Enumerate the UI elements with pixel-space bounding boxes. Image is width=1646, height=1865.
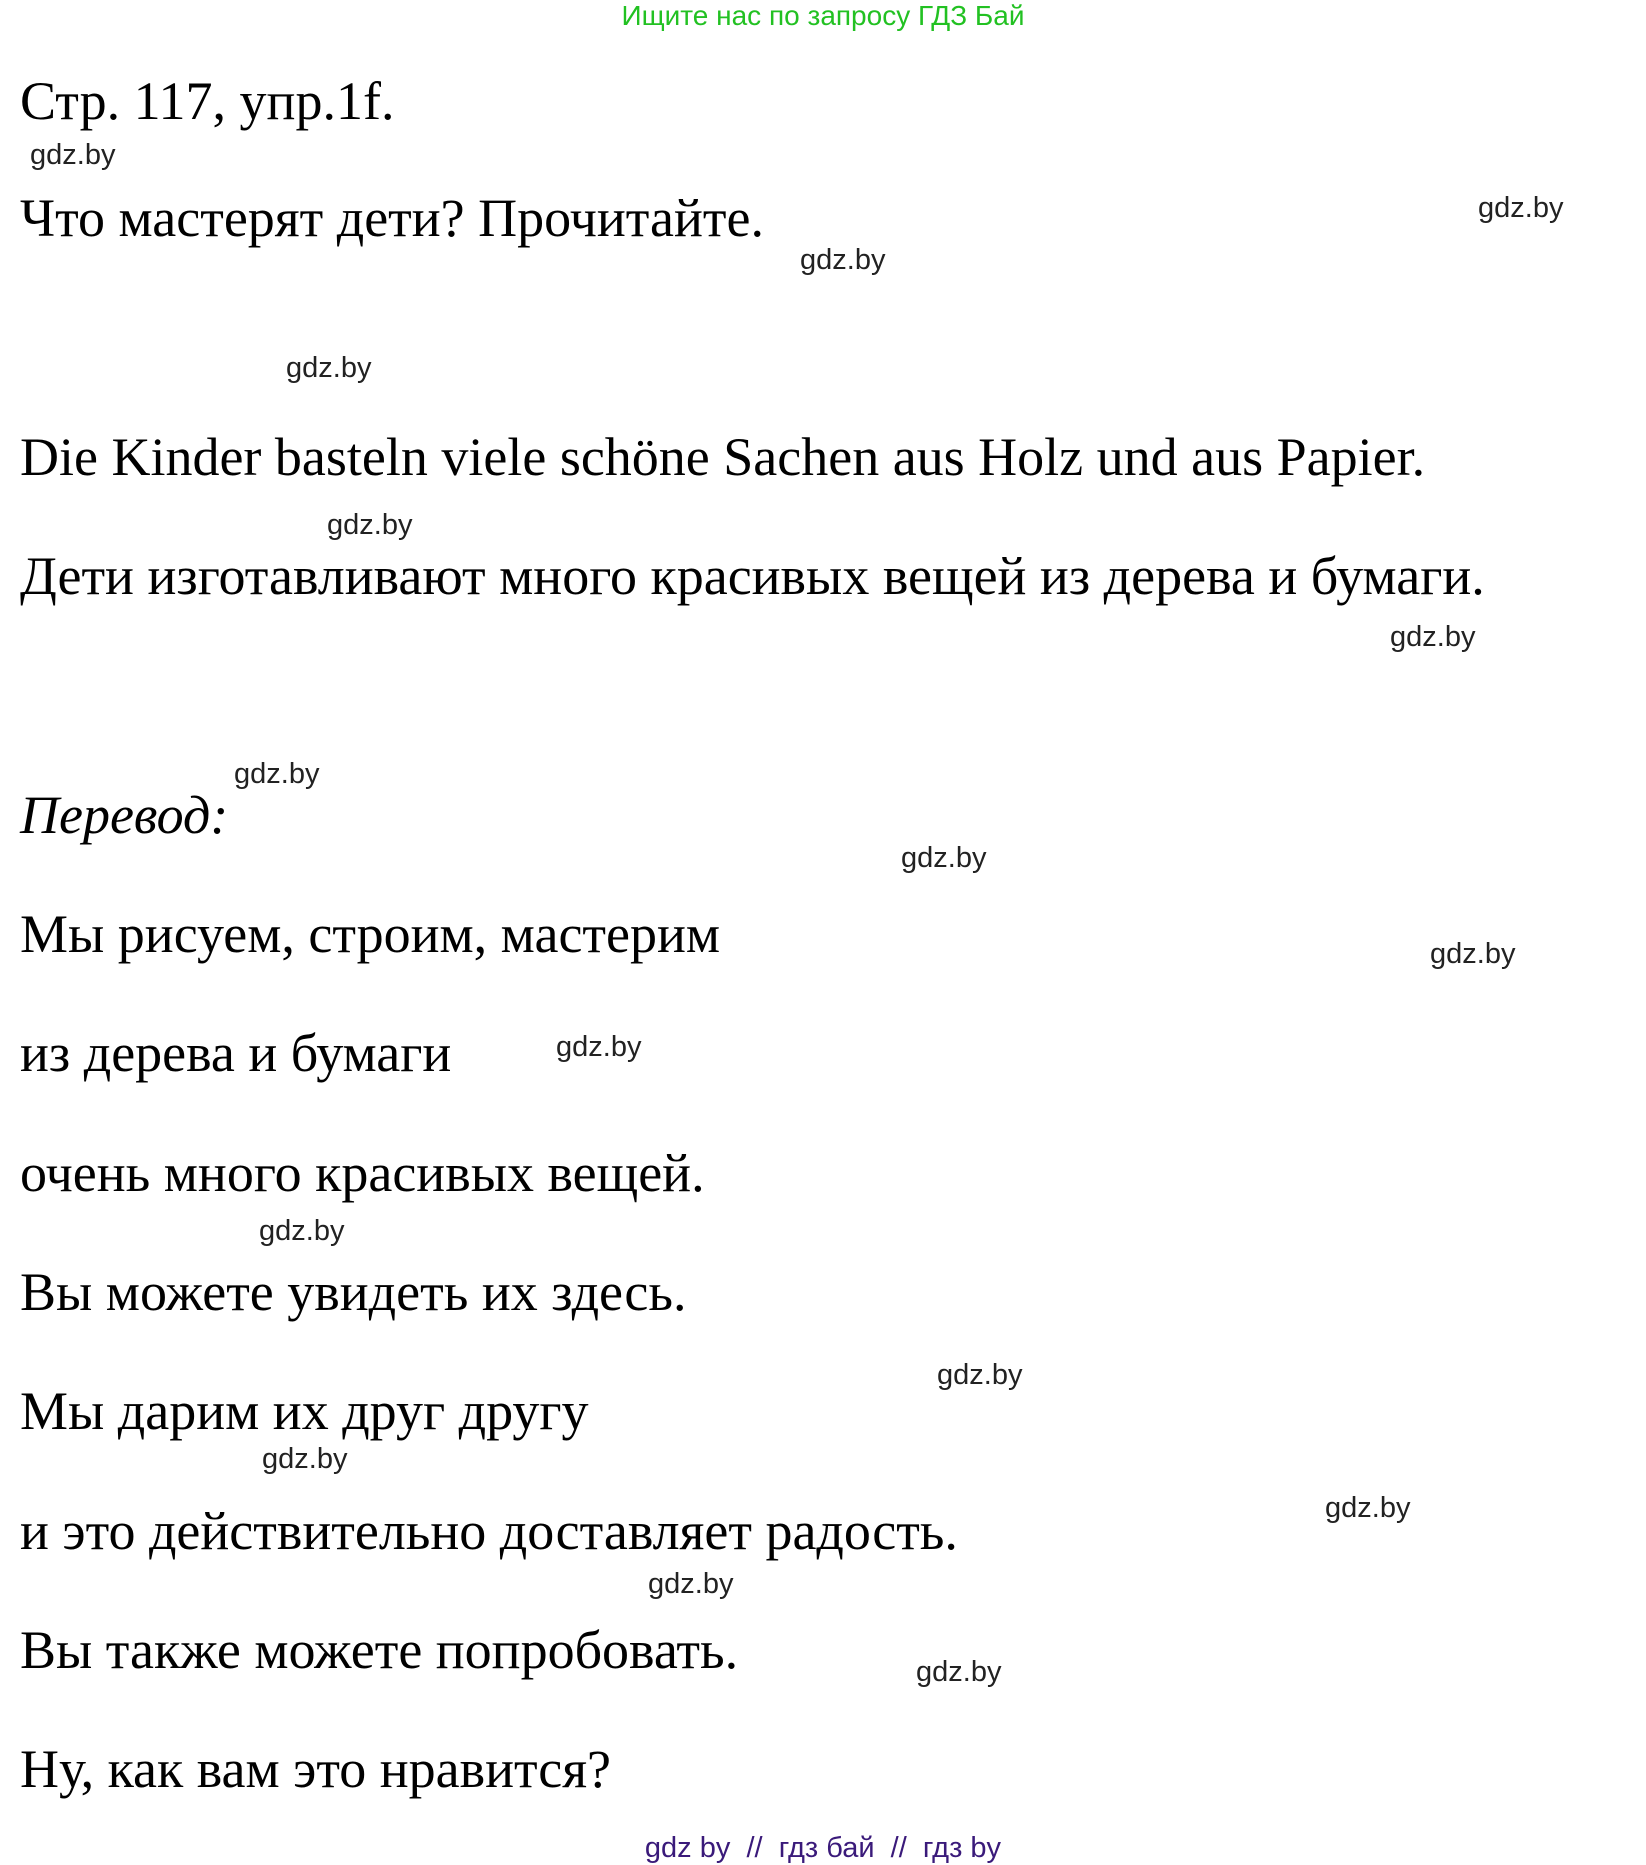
watermark: gdz.by [648,1568,734,1600]
search-banner: Ищите нас по запросу ГДЗ Бай [621,0,1025,31]
watermark: gdz.by [234,758,320,790]
watermark: gdz.by [937,1359,1023,1391]
question-text: Что мастерят дети? Прочитайте. [20,188,764,248]
translation-line: Ну, как вам это нравится? [20,1739,611,1799]
answer-german: Die Kinder basteln viele schöne Sachen aus Holz und aus Papier. [20,427,1426,487]
watermark: gdz.by [901,842,987,874]
translation-line: Мы дарим их друг другу [20,1381,589,1441]
watermark: gdz.by [286,352,372,384]
watermark: gdz.by [259,1215,345,1247]
translation-line: очень много красивых вещей. [20,1143,705,1203]
watermark: gdz.by [262,1443,348,1475]
watermark: gdz.by [30,139,116,171]
translation-line: Вы можете увидеть их здесь. [20,1262,687,1322]
translation-line: Мы рисуем, строим, мастерим [20,904,721,964]
translation-line: Вы также можете попробовать. [20,1620,739,1680]
watermark: gdz.by [556,1031,642,1063]
footer-links: gdz by // гдз бай // гдз by [644,1832,1002,1864]
watermark: gdz.by [800,244,886,276]
watermark: gdz.by [327,509,413,541]
exercise-heading: Стр. 117, упр.1f. [20,71,395,131]
answer-russian: Дети изготавливают много красивых вещей из дерева и бумаги. [20,546,1485,606]
watermark: gdz.by [1325,1492,1411,1524]
watermark: gdz.by [1478,192,1564,224]
translation-line: и это действительно доставляет радость. [20,1501,958,1561]
translation-line: из дерева и бумаги [20,1023,452,1083]
translation-label: Перевод: [20,785,229,845]
watermark: gdz.by [1430,938,1516,970]
watermark: gdz.by [916,1656,1002,1688]
watermark: gdz.by [1390,621,1476,653]
